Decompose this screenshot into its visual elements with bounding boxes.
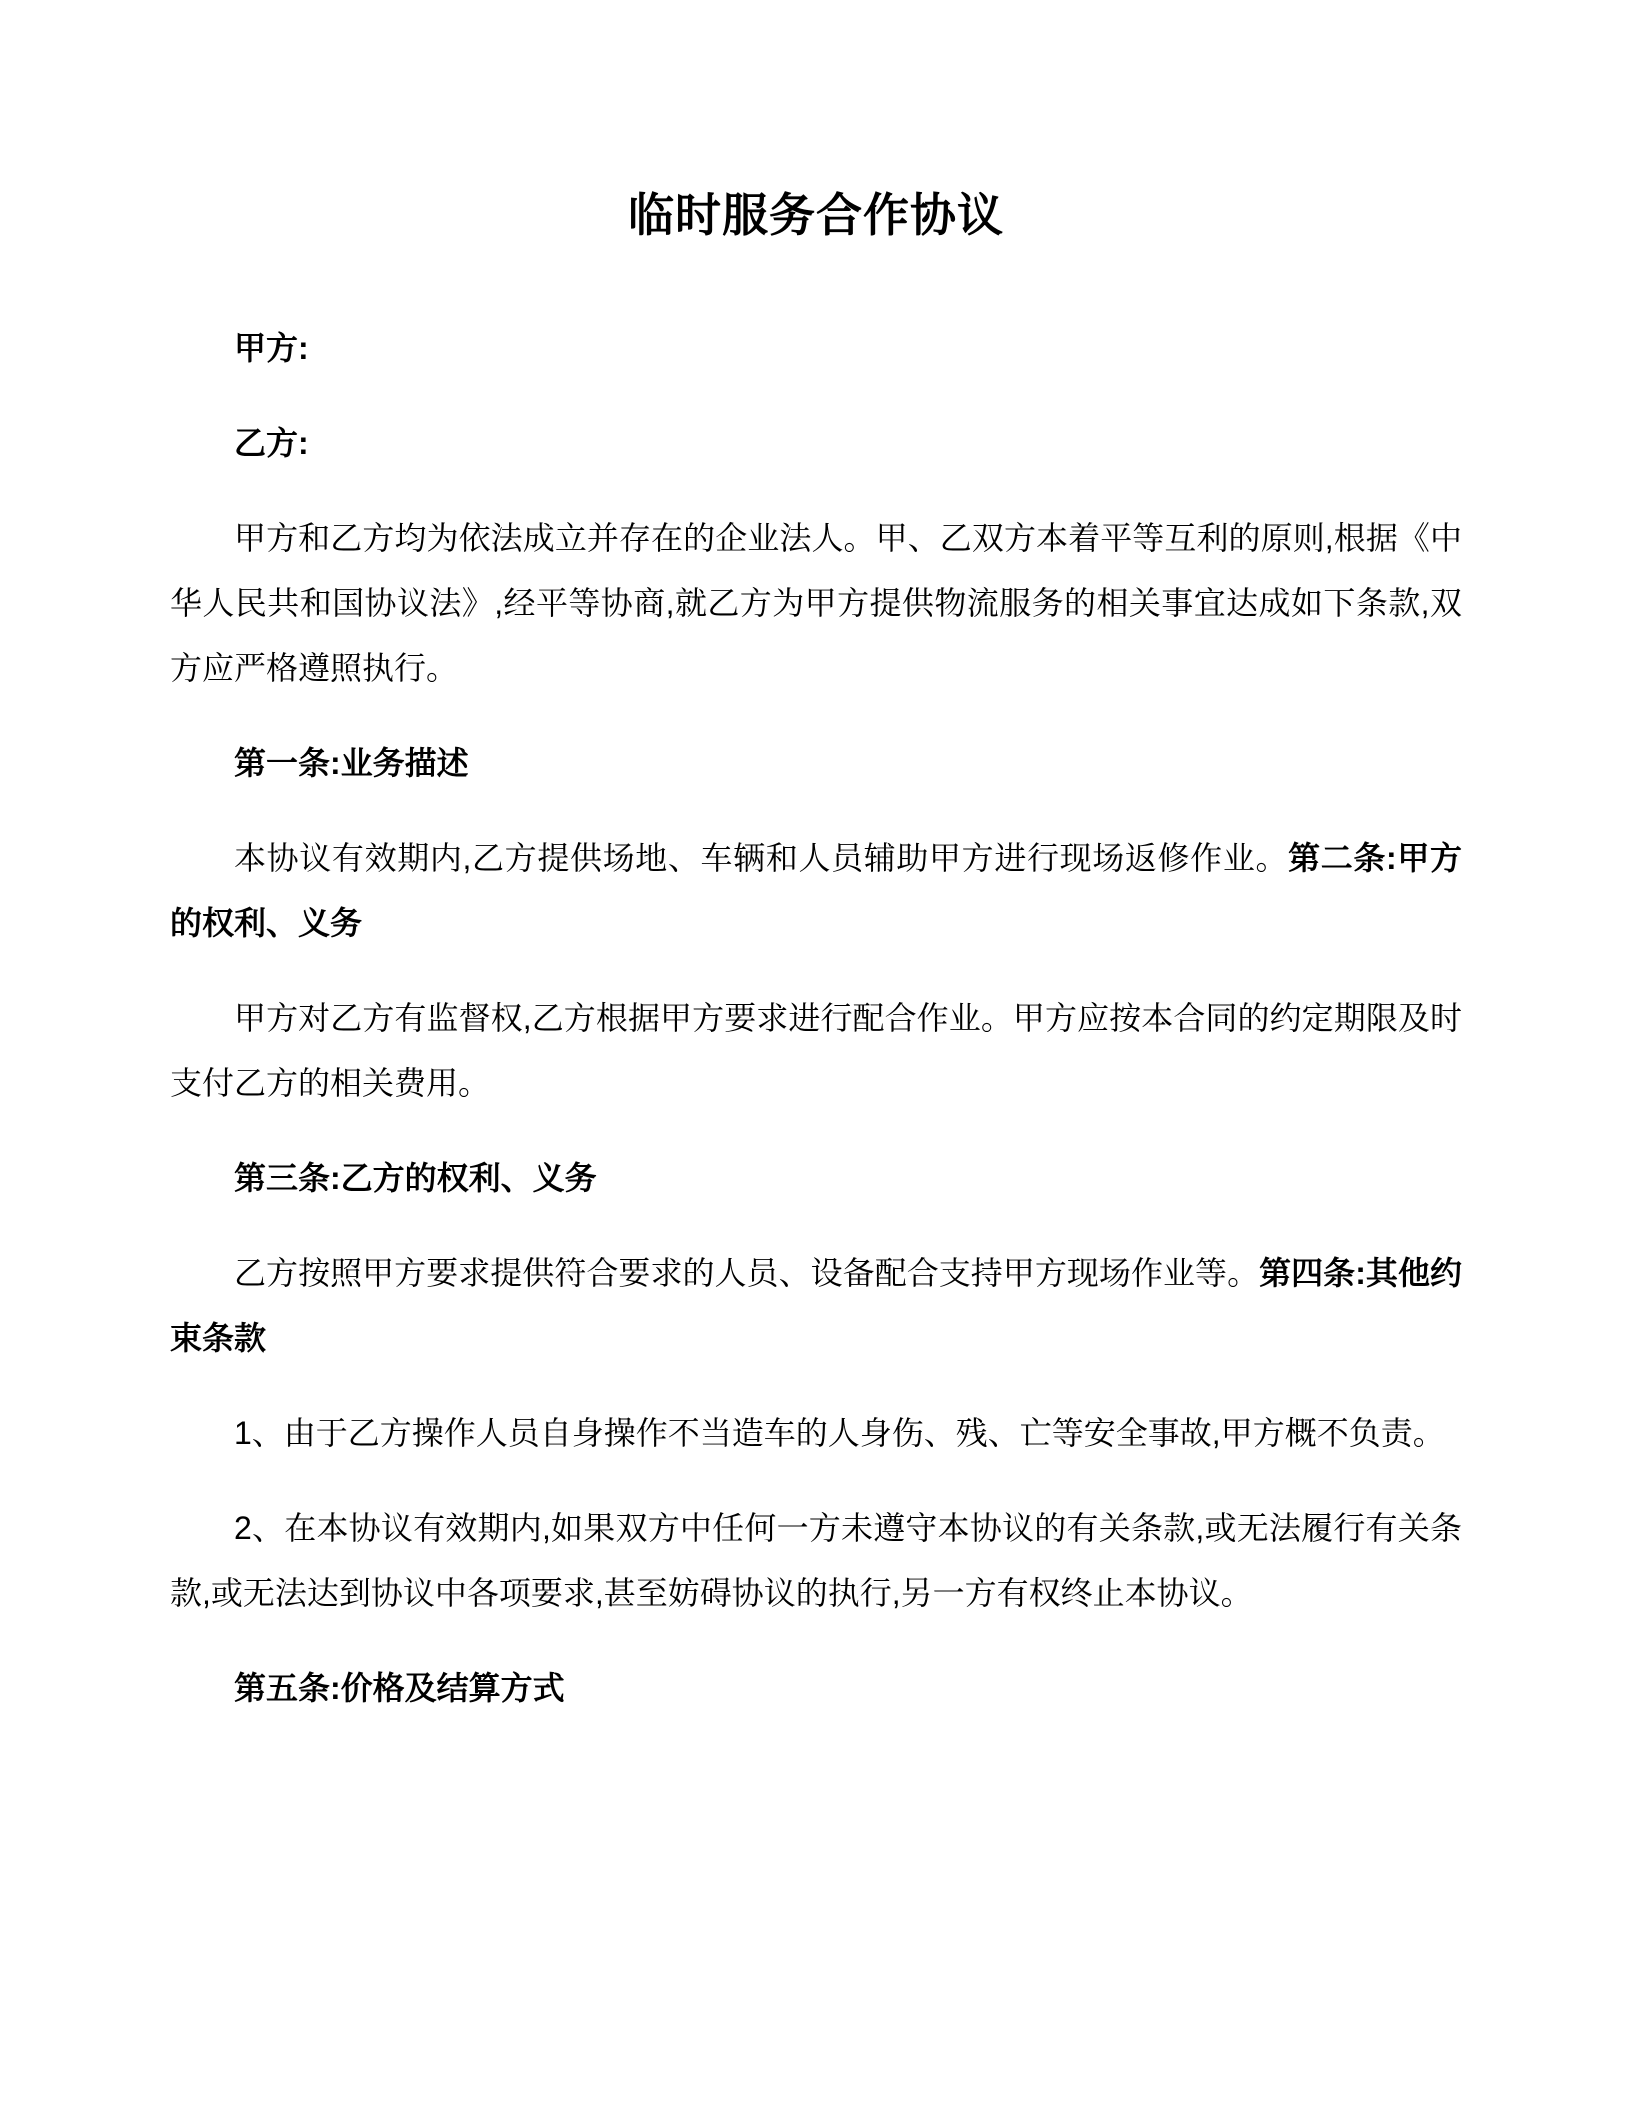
- clause1-body-text: 本协议有效期内,乙方提供场地、车辆和人员辅助甲方进行现场返修作业。: [234, 840, 1289, 876]
- clause4-heading-inline: 第四条:其他约束条款: [170, 1255, 1462, 1356]
- clause5-heading: 第五条:价格及结算方式: [234, 1670, 565, 1706]
- party-a-line: [170, 316, 1462, 381]
- intro-paragraph: 甲方和乙方均为依法成立并存在的企业法人。甲、乙双方本着平等互利的原则,根据《中华人民共和国协议法》,经平等协商,就乙方为甲方提供物流服务的相关事宜达成如下条款,双方应严格遵照执行。: [170, 520, 1462, 686]
- party-a-label: 甲方:: [234, 330, 309, 366]
- document-title: 临时服务合作协议: [628, 189, 1004, 241]
- clause3-paragraph: [170, 1241, 1462, 1371]
- clause2-heading-inline: 第二条:甲方的权利、义务: [170, 840, 1462, 941]
- clause4-item-2: 2、在本协议有效期内,如果双方中任何一方未遵守本协议的有关条款,或无法履行有关条款,或无法达到协议中各项要求,甚至妨碍协议的执行,另一方有权终止本协议。: [170, 1510, 1462, 1611]
- clause3-heading: 第三条:乙方的权利、义务: [234, 1160, 597, 1196]
- party-b-line: [170, 411, 1462, 476]
- clause1-heading: 第一条:业务描述: [234, 745, 469, 781]
- clause3-body-text: 乙方按照甲方要求提供符合要求的人员、设备配合支持甲方现场作业等。: [234, 1255, 1260, 1291]
- clause4-item-1: 1、由于乙方操作人员自身操作不当造车的人身伤、残、亡等安全事故,甲方概不负责。: [234, 1415, 1445, 1451]
- clause1-paragraph: [170, 826, 1462, 956]
- clause2-paragraph: 甲方对乙方有监督权,乙方根据甲方要求进行配合作业。甲方应按本合同的约定期限及时支付乙方的相关费用。: [170, 1000, 1462, 1101]
- party-b-label: 乙方:: [234, 425, 309, 461]
